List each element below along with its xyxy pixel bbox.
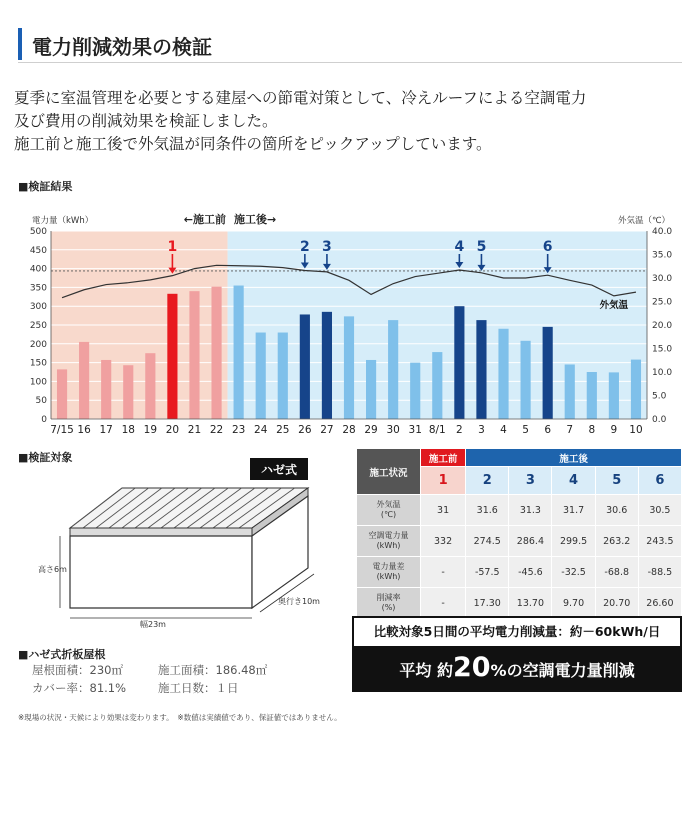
- x-tick-label: 9: [610, 424, 618, 436]
- x-tick-label: 8: [588, 424, 596, 436]
- table-cell: -88.5: [638, 557, 681, 588]
- x-tick-label: 5: [522, 424, 529, 436]
- table-row-temperature: [357, 495, 682, 526]
- y2-tick-label: 15.0: [652, 344, 673, 355]
- bar-28: [344, 316, 354, 419]
- table-col-4: 4: [552, 467, 595, 495]
- y2-tick-label: 35.0: [652, 250, 673, 261]
- summary-headline-percent: 20: [452, 652, 491, 683]
- table-before-header: 施工前: [421, 449, 466, 467]
- y-tick-label: 400: [29, 264, 47, 275]
- footnote: ※現場の状況・天候により効果は変わります。 ※数値は実績値であり、保証値ではありません。: [18, 713, 342, 722]
- bar-2: [454, 306, 464, 419]
- table-cell: 263.2: [595, 526, 638, 557]
- bar-30: [388, 320, 398, 419]
- heading-divider: [18, 62, 682, 63]
- x-tick-label: 28: [342, 424, 356, 436]
- table-cell: -32.5: [552, 557, 595, 588]
- spec-construction-days: 施工日数：１日: [158, 681, 239, 695]
- table-cell: 31.6: [466, 495, 509, 526]
- table-cell: -68.8: [595, 557, 638, 588]
- bar-19: [145, 353, 155, 419]
- section-title-results: ■検証結果: [18, 180, 73, 193]
- x-tick-label: 31: [408, 424, 422, 436]
- table-cell: 286.4: [509, 526, 552, 557]
- y-tick-label: 50: [35, 396, 47, 407]
- spec-roof-area: 屋根面積：230㎡: [32, 663, 123, 677]
- bar-6: [543, 327, 553, 419]
- y-tick-label: 150: [29, 358, 47, 369]
- table-corner-header: 施工状況: [357, 449, 421, 495]
- table-cell: 243.5: [638, 526, 681, 557]
- page-title: 電力削減効果の検証: [32, 35, 212, 59]
- x-tick-label: 2: [456, 424, 463, 436]
- table-cell: -: [421, 588, 466, 619]
- y2-tick-label: 5.0: [652, 391, 667, 402]
- table-col-3: 3: [509, 467, 552, 495]
- bar-9: [609, 372, 619, 419]
- y-tick-label: 350: [29, 283, 47, 294]
- x-tick-label: 7/15: [50, 424, 74, 436]
- marker-label-6: 6: [542, 239, 553, 255]
- row-label-difference: 電力量差: [372, 562, 405, 571]
- bar-17: [101, 360, 111, 419]
- x-tick-label: 4: [500, 424, 507, 436]
- depth-label: 奥行き10m: [278, 597, 320, 606]
- y2-axis-label: 外気温（℃）: [617, 216, 670, 226]
- roof-type-tag-text: ハゼ式: [260, 463, 298, 477]
- x-tick-label: 6: [544, 424, 552, 436]
- table-cell: 13.70: [509, 588, 552, 619]
- table-col-1: 1: [421, 467, 466, 495]
- table-col-2: 2: [466, 467, 509, 495]
- table-cell: -45.6: [509, 557, 552, 588]
- y-axis-label: 電力量（kWh）: [32, 216, 94, 226]
- results-table: [356, 448, 682, 619]
- x-tick-label: 21: [187, 424, 202, 436]
- y2-tick-label: 0.0: [652, 415, 667, 425]
- bar-20: [167, 294, 177, 419]
- table-cell: 9.70: [552, 588, 595, 619]
- y-tick-label: 0: [41, 415, 47, 425]
- x-tick-label: 3: [478, 424, 485, 436]
- x-tick-label: 22: [209, 424, 224, 436]
- row-label-reduction: 削減率: [376, 593, 401, 602]
- y-tick-label: 500: [29, 227, 47, 237]
- heading-accent-bar: [18, 28, 22, 60]
- table-row-reduction: [357, 588, 682, 619]
- table-cell: 31.3: [509, 495, 552, 526]
- marker-label-3: 3: [322, 239, 332, 255]
- bar-7/15: [57, 369, 67, 419]
- spec-coverage: カバー率：81.1%: [32, 681, 127, 695]
- table-cell: -: [421, 557, 466, 588]
- row-unit-power: (kWh): [376, 541, 401, 550]
- x-tick-label: 18: [121, 424, 135, 436]
- row-unit-reduction: (%): [381, 603, 396, 612]
- bar-18: [123, 365, 133, 419]
- table-cell: 274.5: [466, 526, 509, 557]
- x-tick-label: 17: [99, 424, 113, 436]
- bar-27: [322, 312, 332, 419]
- power-consumption-chart: [0, 205, 700, 445]
- table-cell: 30.6: [595, 495, 638, 526]
- table-cell: 17.30: [466, 588, 509, 619]
- table-after-header: 施工後: [466, 449, 682, 467]
- summary-headline-post: %の空調電力量削減: [490, 661, 635, 680]
- y-tick-label: 450: [29, 245, 47, 256]
- table-cell: 31: [421, 495, 466, 526]
- y2-tick-label: 30.0: [652, 274, 673, 284]
- marker-label-2: 2: [299, 239, 310, 255]
- before-construction-label: ←施工前: [183, 213, 226, 226]
- row-label-power: 空調電力量: [368, 531, 409, 540]
- bar-10: [631, 360, 641, 419]
- x-tick-label: 16: [77, 424, 91, 436]
- x-tick-label: 27: [320, 424, 334, 436]
- x-tick-label: 7: [566, 424, 574, 436]
- summary-headline-pre: 平均 約: [399, 661, 453, 680]
- table-cell: 332: [421, 526, 466, 557]
- table-cell: 26.60: [638, 588, 681, 619]
- y-tick-label: 300: [29, 302, 47, 313]
- summary-headline: [354, 646, 680, 690]
- x-tick-label: 20: [165, 424, 180, 436]
- table-cell: -57.5: [466, 557, 509, 588]
- x-tick-label: 10: [629, 424, 643, 436]
- y2-tick-label: 25.0: [652, 297, 673, 308]
- spec-construction-area: 施工面積：186.48㎡: [158, 663, 268, 677]
- table-cell: 31.7: [552, 495, 595, 526]
- bar-22: [211, 287, 221, 419]
- bar-7: [565, 364, 575, 419]
- table-col-6: 6: [638, 467, 681, 495]
- bar-31: [410, 363, 420, 419]
- building-illustration: [30, 458, 340, 638]
- intro-line-2: 及び費用の削減効果を検証しました。: [14, 112, 278, 130]
- marker-label-5: 5: [476, 239, 487, 255]
- x-tick-label: 29: [364, 424, 378, 436]
- bar-29: [366, 360, 376, 419]
- bar-8: [587, 372, 597, 419]
- bar-21: [189, 291, 199, 419]
- summary-box: [352, 616, 682, 692]
- row-unit-difference: (kWh): [376, 572, 401, 581]
- x-tick-label: 8/1: [428, 424, 446, 436]
- x-tick-label: 26: [298, 424, 312, 436]
- temperature-series-label: 外気温: [599, 299, 629, 311]
- x-tick-label: 24: [254, 424, 268, 436]
- y-tick-label: 100: [29, 377, 47, 388]
- bar-4: [498, 329, 508, 419]
- height-label: 高さ6m: [38, 565, 67, 574]
- table-cell: 30.5: [638, 495, 681, 526]
- bar-25: [278, 333, 288, 419]
- width-label: 幅23m: [140, 620, 166, 629]
- x-tick-label: 23: [231, 424, 246, 436]
- table-row-difference: [357, 557, 682, 588]
- summary-average-reduction: 比較対象5日間の平均電力削減量：約－60kWh/日: [354, 618, 680, 646]
- table-cell: 20.70: [595, 588, 638, 619]
- bar-16: [79, 342, 89, 419]
- row-unit-temperature: (℃): [380, 510, 397, 519]
- table-col-5: 5: [595, 467, 638, 495]
- section-title-roof: ■ハゼ式折板屋根: [18, 648, 106, 661]
- y-tick-label: 250: [29, 321, 47, 331]
- x-tick-label: 19: [143, 424, 158, 436]
- x-tick-label: 25: [276, 424, 290, 436]
- marker-label-1: 1: [167, 239, 178, 255]
- intro-line-3: 施工前と施工後で外気温が同条件の箇所をピックアップしています。: [14, 135, 492, 153]
- row-label-temperature: 外気温: [376, 500, 401, 509]
- table-row-power: [357, 526, 682, 557]
- bar-8/1: [432, 352, 442, 419]
- bar-26: [300, 314, 310, 419]
- bar-5: [521, 341, 531, 419]
- y-tick-label: 200: [29, 339, 47, 350]
- section-title-target: ■検証対象: [18, 451, 73, 464]
- y2-tick-label: 10.0: [652, 368, 673, 378]
- intro-line-1: 夏季に室温管理を必要とする建屋への節電対策として、冷えルーフによる空調電力: [14, 89, 587, 107]
- bar-23: [234, 286, 244, 419]
- bar-3: [476, 320, 486, 419]
- table-cell: 299.5: [552, 526, 595, 557]
- y2-tick-label: 40.0: [652, 227, 673, 237]
- after-construction-label: 施工後→: [234, 213, 277, 226]
- marker-label-4: 4: [454, 239, 465, 255]
- y2-tick-label: 20.0: [652, 321, 673, 331]
- x-tick-label: 30: [386, 424, 400, 436]
- bar-24: [256, 333, 266, 419]
